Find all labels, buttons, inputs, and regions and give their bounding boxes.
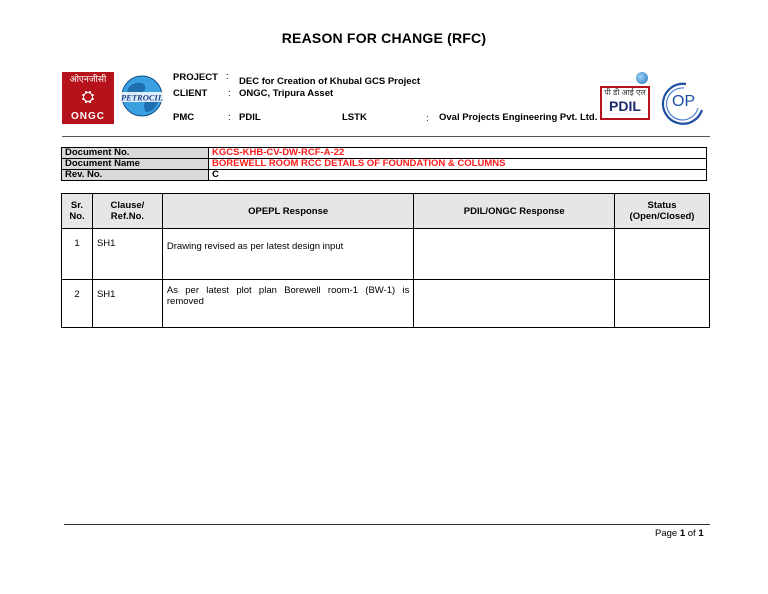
pdil-logo-hindi: पी डी आई एल xyxy=(604,88,646,97)
sr-no-header-line2: No. xyxy=(69,211,85,222)
table-row xyxy=(62,229,710,280)
pmc-label: PMC xyxy=(173,112,195,123)
status-header xyxy=(615,194,710,229)
sr-no-cell: 1 xyxy=(62,229,93,280)
document-name-row xyxy=(62,159,707,170)
opepl-response-cell: Drawing revised as per latest design input xyxy=(162,229,414,280)
project-colon: : xyxy=(226,71,229,82)
document-number-label: Document No. xyxy=(62,148,209,159)
sr-no-header-line1: Sr. xyxy=(70,200,84,211)
clause-header xyxy=(92,194,162,229)
page-total: 1 xyxy=(698,528,704,539)
globe-icon xyxy=(118,72,166,122)
pdil-ongc-response-cell xyxy=(414,229,615,280)
header-divider xyxy=(62,136,710,137)
opepl-response-cell: As per latest plot plan Borewell room-1 (BW-1) is removed xyxy=(162,280,414,328)
project-label: PROJECT xyxy=(173,72,218,83)
client-colon: : xyxy=(228,88,231,99)
lstk-value: Oval Projects Engineering Pvt. Ltd. xyxy=(439,112,598,123)
status-header-line2: (Open/Closed) xyxy=(629,211,695,222)
document-number-row xyxy=(62,148,707,159)
pdil-ongc-response-cell xyxy=(414,280,615,328)
page-current: 1 xyxy=(679,528,686,539)
status-cell xyxy=(615,280,710,328)
op-logo-text: OP xyxy=(672,93,696,110)
client-value: ONGC, Tripura Asset xyxy=(239,88,334,99)
revision-label: Rev. No. xyxy=(62,170,209,181)
revision-value: C xyxy=(209,170,707,181)
response-table xyxy=(61,193,710,328)
client-label: CLIENT xyxy=(173,88,208,99)
ongc-logo-hindi: ओएनजीसी xyxy=(69,74,107,84)
table-row xyxy=(62,280,710,328)
sr-no-cell: 2 xyxy=(62,280,93,328)
op-logo xyxy=(656,80,706,126)
document-number-value: KGCS-KHB-CV-DW-RCF-A-22 xyxy=(209,148,707,159)
document-name-label: Document Name xyxy=(62,159,209,170)
status-cell xyxy=(615,229,710,280)
derrick-icon: ⛭ xyxy=(81,88,95,106)
document-title: REASON FOR CHANGE (RFC) xyxy=(281,30,487,46)
pmc-value: PDIL xyxy=(239,112,261,123)
page-word: Page xyxy=(655,528,678,539)
clause-header-line2: Ref.No. xyxy=(110,211,145,222)
document-info-table xyxy=(61,147,707,181)
document-name-value: BOREWELL ROOM RCC DETAILS OF FOUNDATION & COLUMNS xyxy=(209,159,707,170)
project-value: DEC for Creation of Khubal GCS Project xyxy=(239,76,421,87)
globe-icon xyxy=(636,72,648,84)
clause-cell: SH1 xyxy=(92,229,162,280)
sr-no-header xyxy=(62,194,93,229)
page-of: of xyxy=(687,528,696,539)
pdil-logo xyxy=(600,72,652,122)
opepl-response-header: OPEPL Response xyxy=(162,194,414,229)
clause-cell: SH1 xyxy=(92,280,162,328)
footer-divider xyxy=(64,524,710,525)
pmc-colon: : xyxy=(228,112,231,123)
page-number xyxy=(655,528,704,539)
clause-header-line1: Clause/ xyxy=(110,200,145,211)
ongc-logo xyxy=(62,72,114,124)
petrocil-logo xyxy=(118,72,166,122)
pdil-logo-text: PDIL xyxy=(609,98,641,114)
status-header-line1: Status xyxy=(647,200,677,211)
ongc-logo-text: ONGC xyxy=(71,111,105,122)
pdil-ongc-response-header: PDIL/ONGC Response xyxy=(414,194,615,229)
lstk-colon: : xyxy=(426,113,429,124)
lstk-label: LSTK xyxy=(342,112,367,123)
petrocil-text: PETROCIL xyxy=(120,92,164,103)
revision-row xyxy=(62,170,707,181)
table-header-row xyxy=(62,194,710,229)
